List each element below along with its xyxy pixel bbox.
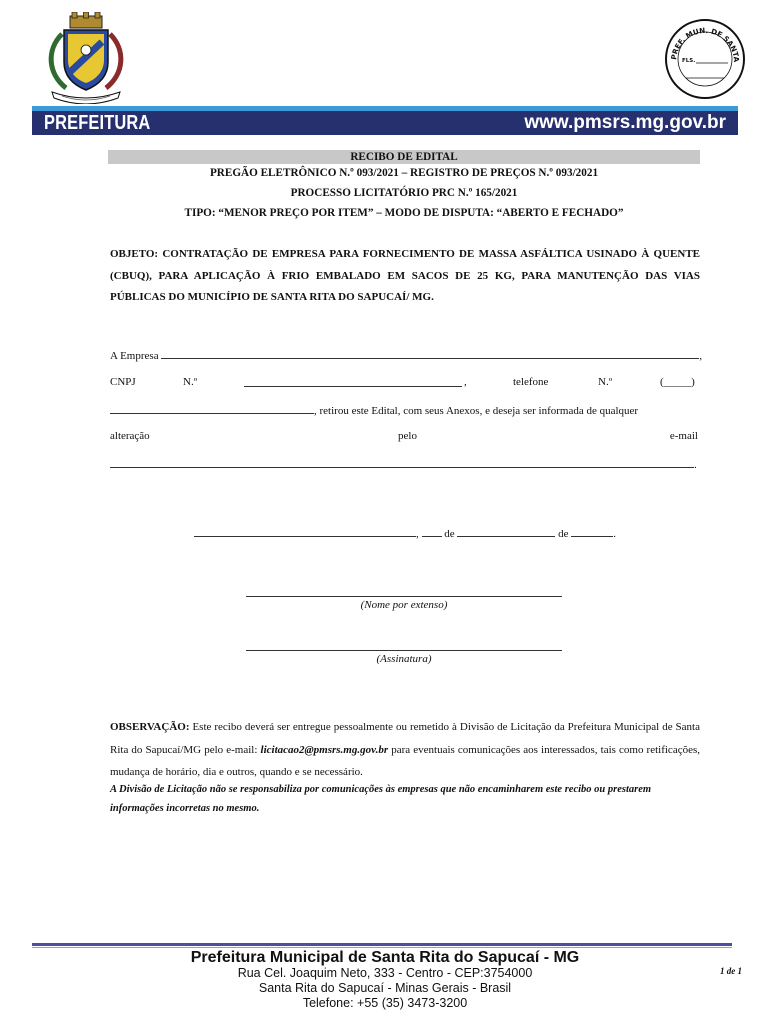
svg-text:FLS.: FLS. [682, 58, 696, 64]
observacao-paragraph [110, 716, 700, 784]
cnpj-label: CNPJ [110, 376, 136, 388]
page-number: 1 de 1 [720, 966, 742, 976]
tipo-line: TIPO: “MENOR PREÇO POR ITEM” – MODO DE DISPUTA: “ABERTO E FECHADO” [184, 207, 624, 219]
footer-title: Prefeitura Municipal de Santa Rita do Sapucaí - MG [190, 949, 580, 966]
observacao-label: OBSERVAÇÃO: [110, 721, 190, 733]
observacao-text-2: para eventuais comunicações aos interessados, tais como retificações, mudança de horário, dia e outros, quando e se necessário. [110, 743, 700, 778]
email-field[interactable] [110, 456, 694, 468]
header-website[interactable]: www.pmsrs.mg.gov.br [524, 112, 726, 133]
date-row: , de de . [194, 525, 624, 541]
retirou-text: , retirou este Edital, com seus Anexos, e deseja ser informada de qualquer [314, 405, 639, 417]
empresa-row: A Empresa , [110, 347, 700, 363]
month-field[interactable] [457, 525, 555, 537]
observacao-text-1: Este recibo deverá ser entregue pessoalmente ou remetido à Divisão de Licitação da Prefeitura Municipal de Santa Rita do Sapucaí/MG pelo e-mail: [110, 721, 700, 756]
name-signature-line[interactable] [246, 596, 562, 597]
year-field[interactable] [571, 525, 613, 537]
footer-address: Rua Cel. Joaquim Neto, 333 - Centro - CEP:3754000 [237, 966, 533, 980]
observacao-note: A Divisão de Licitação não se responsabiliza por comunicações às empresas que não encaminharem este recibo ou prestarem informações incorretas no mesmo. [110, 784, 652, 814]
ddd-field[interactable]: (_____) [660, 376, 695, 388]
telefone-label: telefone [513, 376, 549, 388]
pregao-line: PREGÃO ELETRÔNICO N.º 093/2021 – REGISTRO DE PREÇOS N.º 093/2021 [209, 167, 599, 179]
signature-caption: (Assinatura) [376, 653, 432, 665]
footer-phone: Telefone: +55 (35) 3473-3200 [302, 996, 468, 1010]
retirou-row [110, 402, 700, 418]
empresa-field[interactable] [161, 347, 699, 359]
cnpj-number-label: N.º [183, 376, 198, 388]
document-title: RECIBO DE EDITAL [350, 151, 458, 163]
protocol-stamp [664, 18, 746, 100]
observacao-email[interactable]: licitacao2@pmsrs.mg.gov.br [260, 743, 389, 756]
signature-line[interactable] [246, 650, 562, 651]
telefone-field[interactable] [110, 402, 314, 414]
footer-city: Santa Rita do Sapucaí - Minas Gerais - Brasil [258, 981, 512, 995]
footer-rule [32, 943, 732, 946]
email-row: . [110, 456, 700, 472]
pelo-label: pelo [398, 430, 417, 442]
processo-line: PROCESSO LICITATÓRIO PRC N.º 165/2021 [290, 187, 518, 199]
alteracao-label: alteração [110, 430, 150, 442]
telefone-number-label: N.º [598, 376, 613, 388]
name-caption: (Nome por extenso) [360, 599, 448, 611]
empresa-label: A Empresa [110, 350, 159, 362]
day-field[interactable] [422, 525, 442, 537]
objeto-paragraph: OBJETO: CONTRATAÇÃO DE EMPRESA PARA FORNECIMENTO DE MASSA ASFÁLTICA USINADO À QUENTE (CBUQ), PARA APLICAÇÃO À FRIO EMBALADO EM SACOS DE 25 KG, PARA MANUTENÇÃO DAS VIAS PÚBLICAS DO MUNICÍPIO DE SANTA RITA DO SAPUCAÍ/ MG. [110, 248, 700, 303]
coat-of-arms-logo [40, 12, 132, 104]
date-de-1: de [444, 528, 455, 540]
email-label: e-mail [669, 430, 698, 442]
date-de-2: de [558, 528, 569, 540]
footer-rule-thin [32, 947, 732, 948]
cnpj-field[interactable] [244, 375, 462, 387]
header-prefeitura-label: PREFEITURA [44, 112, 151, 134]
svg-text:PREF. MUN. DE SANTA RITA DO SA: PREF. MUN. DE SANTA [669, 25, 742, 63]
city-field[interactable] [194, 525, 416, 537]
